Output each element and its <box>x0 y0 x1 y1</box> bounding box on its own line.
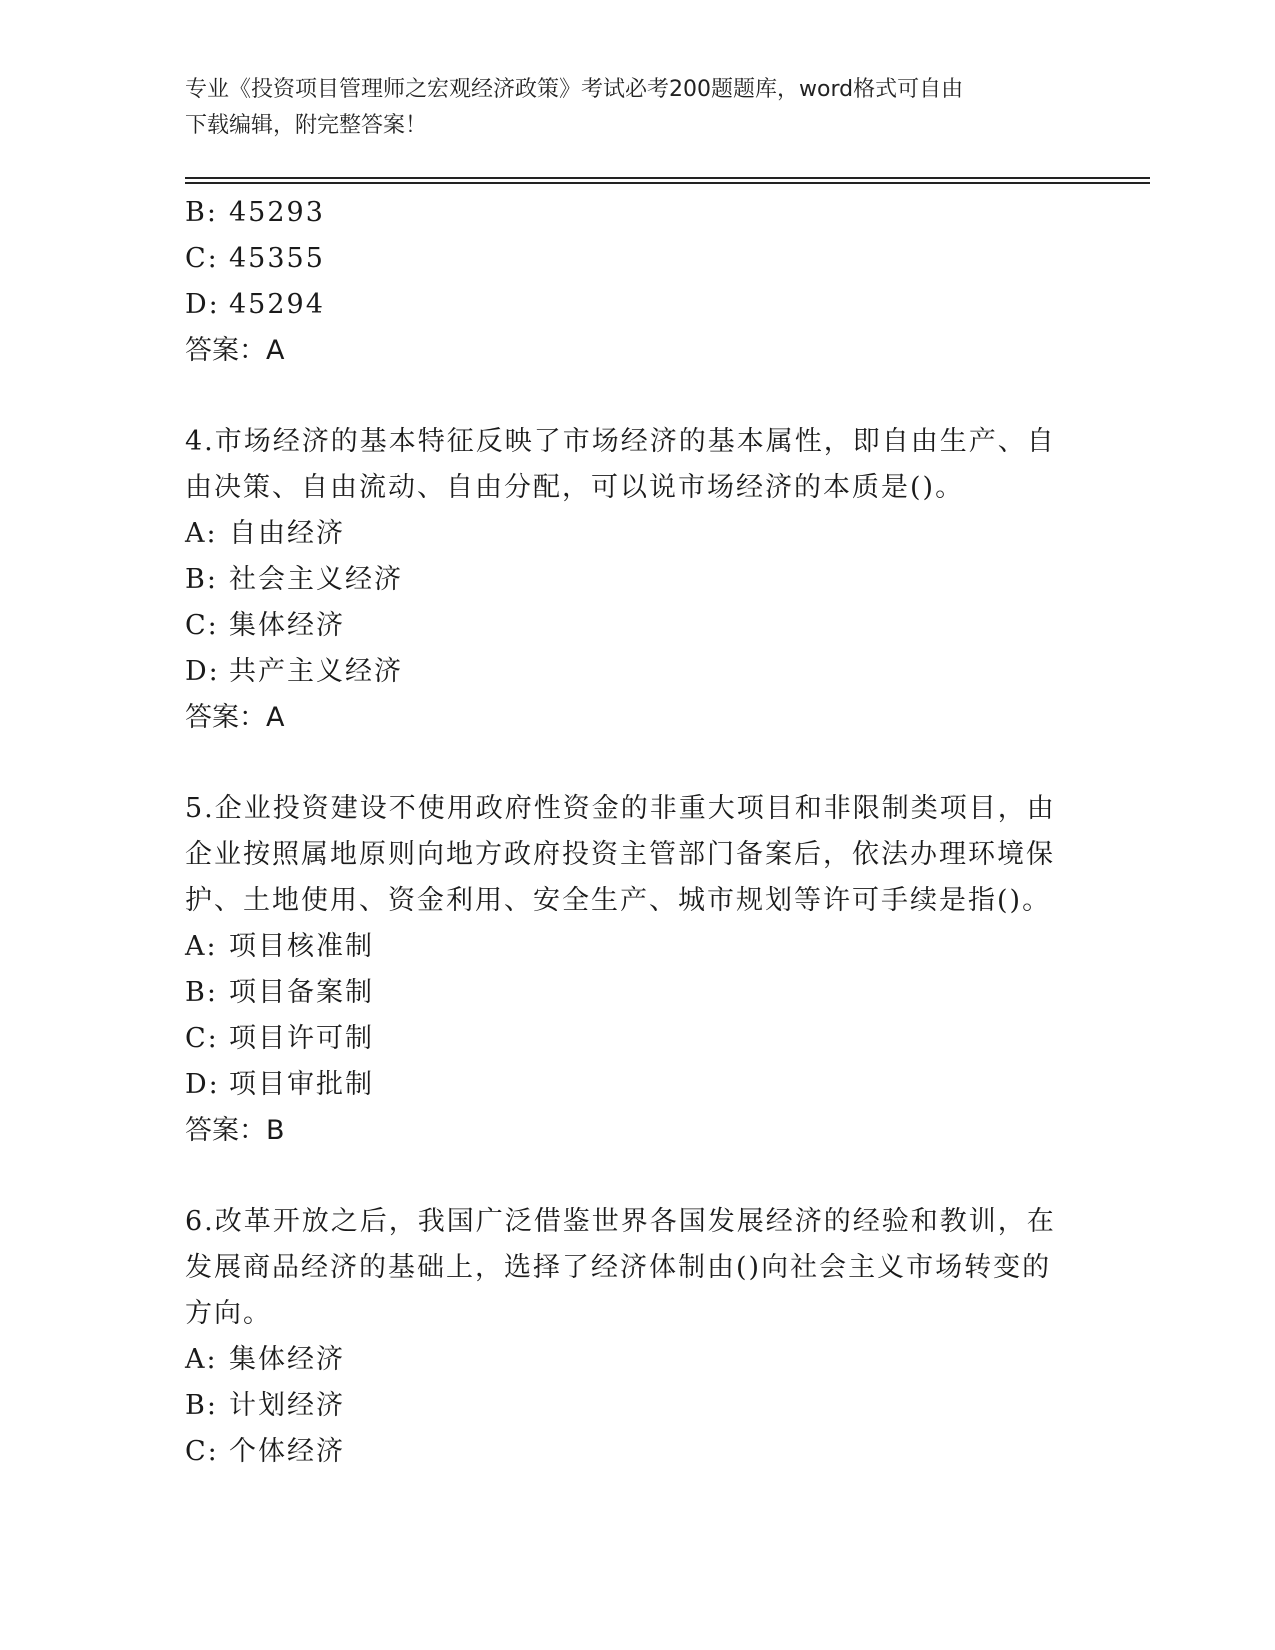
option-letter: D: <box>185 656 220 687</box>
option-text: 45293 <box>229 197 325 228</box>
question-6 <box>185 1199 1085 1475</box>
option-letter: A: <box>185 931 218 962</box>
option-a <box>185 1337 1085 1383</box>
option-text: 个体经济 <box>229 1436 345 1467</box>
option-letter: B: <box>185 197 218 228</box>
question-4 <box>185 419 1085 741</box>
header-divider-bottom <box>185 182 1150 184</box>
option-b <box>185 970 1085 1016</box>
option-text: 45294 <box>229 289 325 320</box>
option-c <box>185 1429 1085 1475</box>
option-letter: C: <box>185 610 219 641</box>
question-text-line: 4.市场经济的基本特征反映了市场经济的基本属性，即自由生产、自 <box>185 426 1056 457</box>
option-letter: C: <box>185 243 219 274</box>
option-c <box>185 1016 1085 1062</box>
option-a <box>185 924 1085 970</box>
option-a <box>185 511 1085 557</box>
option-letter: D: <box>185 1069 220 1100</box>
option-text: 项目审批制 <box>229 1069 374 1100</box>
prev-question <box>185 190 1085 374</box>
option-text: 社会主义经济 <box>229 564 403 595</box>
option-b <box>185 1383 1085 1429</box>
question-text-line: 企业按照属地原则向地方政府投资主管部门备案后，依法办理环境保 <box>185 839 1055 870</box>
option-text: 项目核准制 <box>229 931 374 962</box>
answer-line: 答案：A <box>185 335 285 366</box>
question-text-line: 6.改革开放之后，我国广泛借鉴世界各国发展经济的经验和教训，在 <box>185 1206 1056 1237</box>
option-text: 共产主义经济 <box>229 656 403 687</box>
option-d <box>185 649 1085 695</box>
option-b <box>185 557 1085 603</box>
option-text: 45355 <box>229 243 325 274</box>
option-letter: A: <box>185 518 218 549</box>
option-text: 项目许可制 <box>229 1023 374 1054</box>
option-letter: C: <box>185 1436 219 1467</box>
question-5 <box>185 786 1085 1154</box>
option-letter: C: <box>185 1023 219 1054</box>
question-text-line: 发展商品经济的基础上，选择了经济体制由()向社会主义市场转变的 <box>185 1252 1052 1283</box>
option-c <box>185 236 1085 282</box>
option-text: 项目备案制 <box>229 977 374 1008</box>
option-d <box>185 1062 1085 1108</box>
document-body <box>185 190 1085 1475</box>
option-letter: B: <box>185 1390 218 1421</box>
document-header <box>185 72 1085 144</box>
header-divider-top <box>185 177 1150 179</box>
question-text-line: 方向。 <box>185 1298 272 1329</box>
option-b <box>185 190 1085 236</box>
option-text: 自由经济 <box>229 518 345 549</box>
question-text-line: 护、土地使用、资金利用、安全生产、城市规划等许可手续是指()。 <box>185 885 1052 916</box>
option-text: 集体经济 <box>229 610 345 641</box>
option-letter: D: <box>185 289 220 320</box>
header-line-2: 下载编辑，附完整答案！ <box>185 113 428 138</box>
option-text: 集体经济 <box>229 1344 345 1375</box>
header-line-1: 专业《投资项目管理师之宏观经济政策》考试必考200题题库，word格式可自由 <box>185 77 964 102</box>
option-letter: B: <box>185 564 218 595</box>
answer-line: 答案：A <box>185 702 285 733</box>
option-letter: A: <box>185 1344 218 1375</box>
option-text: 计划经济 <box>229 1390 345 1421</box>
option-c <box>185 603 1085 649</box>
answer-line: 答案：B <box>185 1115 285 1146</box>
option-letter: B: <box>185 977 218 1008</box>
option-d <box>185 282 1085 328</box>
question-text-line: 由决策、自由流动、自由分配，可以说市场经济的本质是()。 <box>185 472 965 503</box>
question-text-line: 5.企业投资建设不使用政府性资金的非重大项目和非限制类项目，由 <box>185 793 1056 824</box>
